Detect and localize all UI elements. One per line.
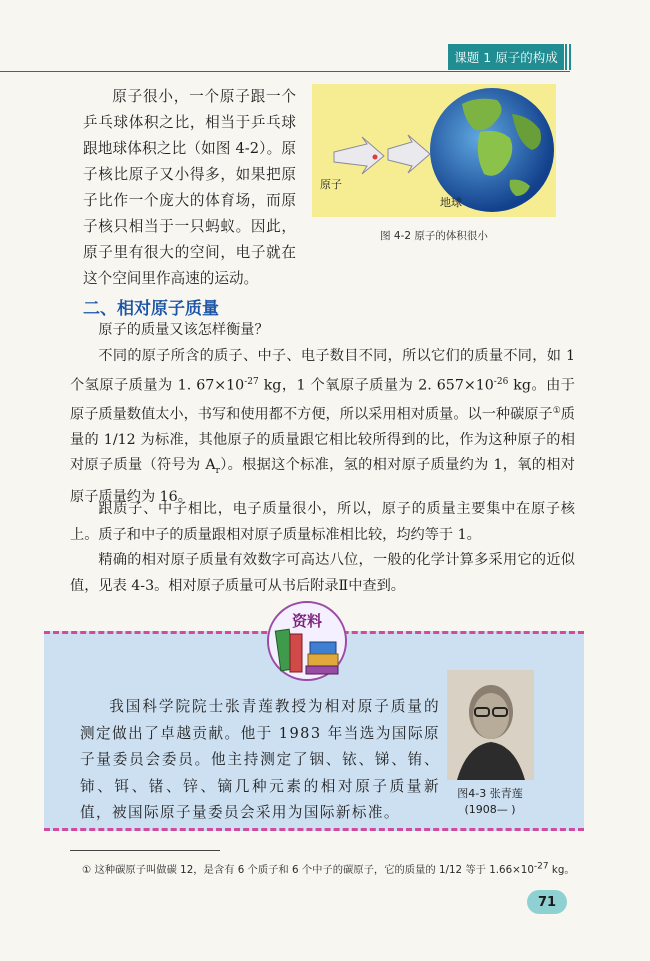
intro-paragraph: 原子很小，一个原子跟一个乒乓球体积之比，相当于乒乓球跟地球体积之比（如图 4-2）。原子核比原子又小得多，如果把原子比作一个庞大的体育场，而原子核只相当于一只蚂蚁。因此，原子里有很大的空间，电子就在这个空间里作高速的运动。 (83, 88, 296, 287)
portrait-caption: 图4-3 张青莲 (1908— ) (457, 787, 523, 816)
portrait-zhang-qinglian (447, 670, 534, 780)
books-icon (266, 600, 348, 682)
figure-caption: 图 4-2 原子的体积很小 (380, 230, 488, 242)
earth-label: 地球 (440, 196, 462, 209)
arrow-right-icon (388, 135, 430, 173)
info-box-text: 我国科学院院士张青莲教授为相对原子质量的测定做出了卓越贡献。他于 1983 年当选为国际原子量委员会委员。他主持测定了铟、铱、锑、铕、铈、铒、锗、锌、镝几种元素的相对原子质量新值，被国际原子量委员会采用为国际新标准。 (80, 698, 440, 821)
paragraph-precision: 精确的相对原子质量有效数字可高达八位，一般的化学计算多采用它的近似值，见表 4-3。相对原子质量可从书后附录Ⅱ中查到。 (70, 552, 575, 594)
earth-globe-icon (430, 88, 554, 212)
paragraph-question: 原子的质量又该怎样衡量？ (98, 322, 269, 338)
footnote: ① 这种碳原子叫做碳 12，是含有 6 个质子和 6 个中子的碳原子，它的质量的 1/12 等于 $1.66\times 10^{-27}$ kg。 (82, 861, 575, 876)
portrait-photo (447, 670, 534, 780)
paragraph-electron-mass: 跟质子、中子相比，电子质量很小，所以，原子的质量主要集中在原子核上。质子和中子的质量跟相对原子质量标准相比较，均约等于 1。 (70, 501, 575, 543)
ziliao-badge (266, 600, 348, 682)
paragraph-relative-mass: 不同的原子所含的质子、中子、电子数目不同，所以它们的质量不同，如 1 个氢原子质量为 1. $67\times 10^{-27}$ kg，1 个氧原子质量为 2. $657\times 10^{-26}$ kg。由于原子质量数值太小，书写和使用都不方便，所以采用相对质量。以一种碳原子①质量的 1/12 为标准，其他原子的质量跟它相比较所得到的比，作为这种原子的相对原子质量（符号为 $A_r$）。根据这个标准，氢的相对原子质量约为 1，氧的相对原子质量约为 16。 (70, 348, 575, 505)
section-title: 二、相对原子质量 (83, 299, 219, 319)
ziliao-badge-label: 资料 (291, 612, 323, 630)
header-stripes (565, 44, 575, 70)
atom-earth-illustration (312, 84, 556, 217)
page-number: 71 (527, 890, 567, 914)
footnote-marker: ① (552, 405, 561, 416)
figure-atom-earth (312, 84, 556, 217)
atom-dot-icon (373, 155, 378, 160)
chapter-title: 课题 1 原子的构成 (454, 50, 558, 65)
atom-label: 原子 (320, 178, 342, 191)
chapter-tab (448, 44, 564, 70)
footnote-rule (70, 850, 220, 851)
